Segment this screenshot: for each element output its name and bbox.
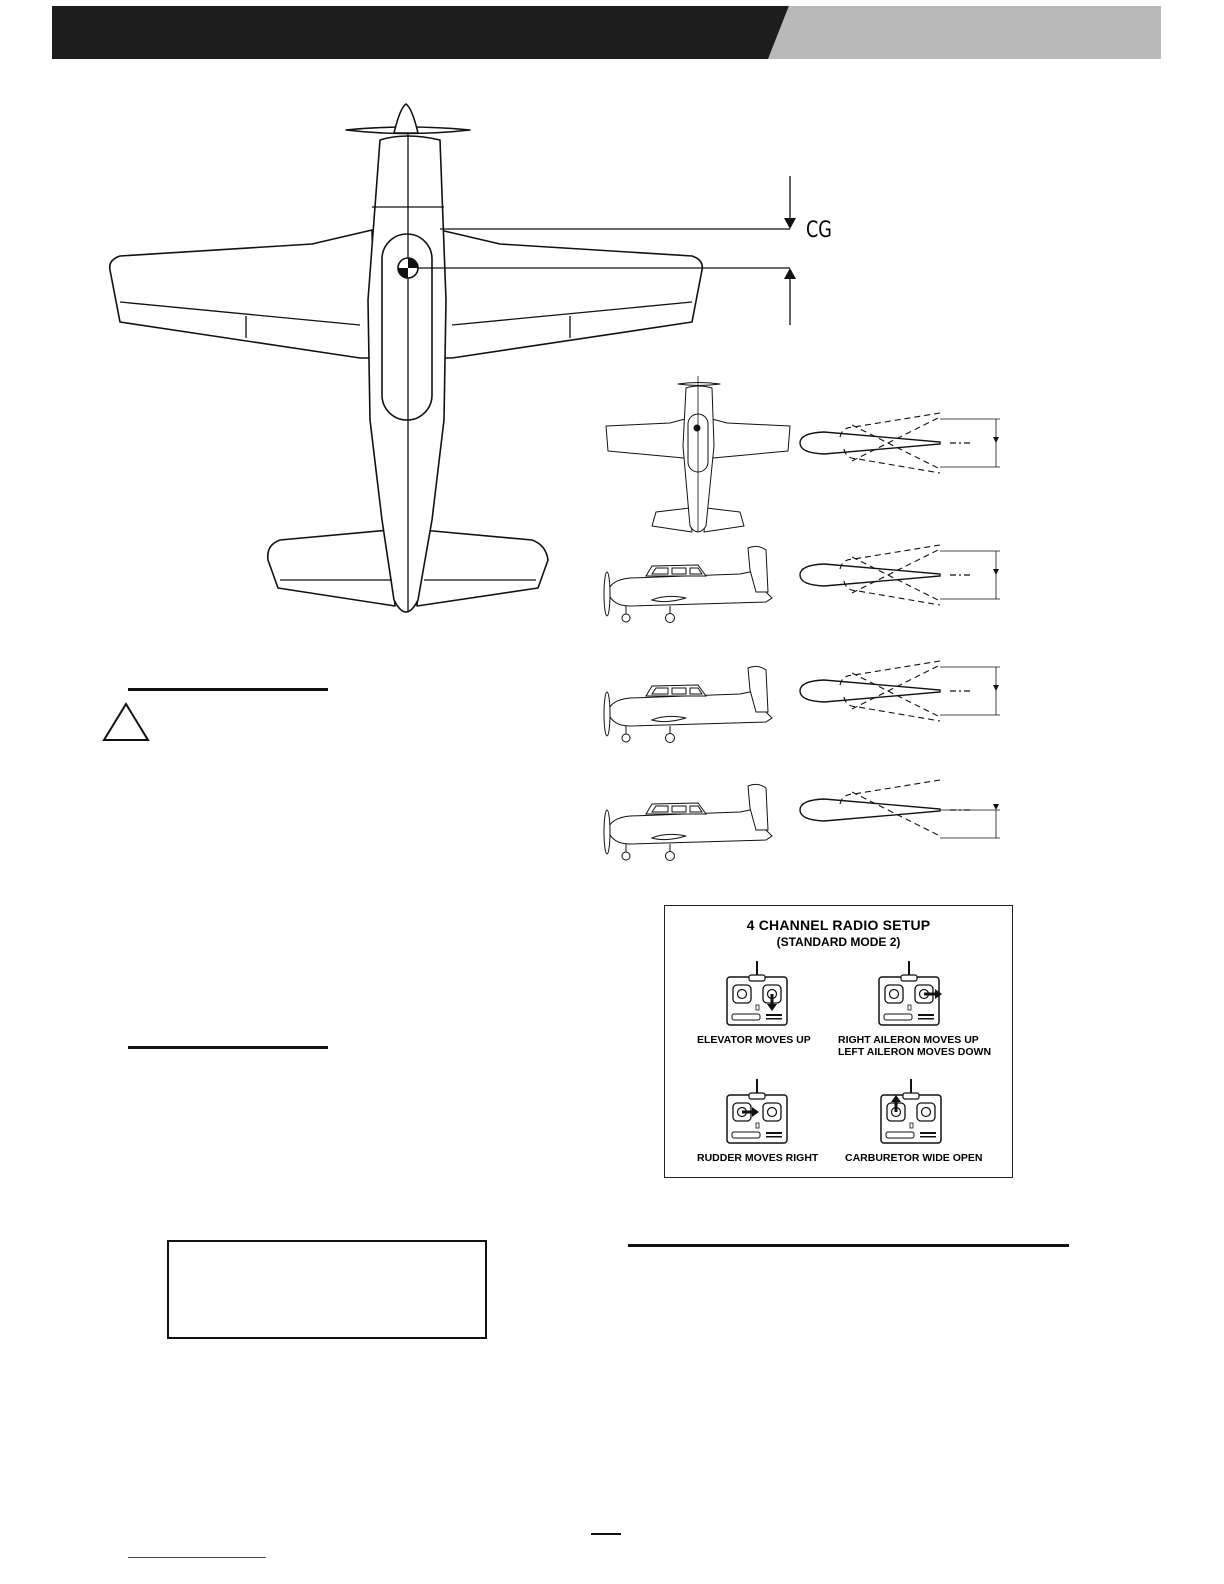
transmitter-icon: [727, 1079, 787, 1143]
cg-label: CG: [806, 218, 832, 243]
airfoil-deflection: [800, 545, 1000, 605]
radio-setup-title: 4 CHANNEL RADIO SETUP: [746, 917, 931, 933]
section-rule: [628, 1244, 1069, 1247]
warning-triangle-icon: [102, 702, 150, 742]
side-view-airplane: [604, 546, 772, 622]
section-rule: [128, 1046, 328, 1049]
section-rule: [128, 688, 328, 691]
transmitter-icon: [727, 961, 787, 1025]
footer-link-underline[interactable]: [128, 1557, 266, 1558]
side-view-airplane: [604, 784, 772, 860]
caption-right-aileron: RIGHT AILERON MOVES UP: [838, 1034, 979, 1046]
caption-left-aileron: LEFT AILERON MOVES DOWN: [838, 1046, 992, 1058]
airfoil-deflection: [800, 661, 1000, 721]
control-surface-diagrams: [590, 380, 1010, 870]
transmitter-icon: [879, 961, 942, 1025]
radio-setup-subtitle: (STANDARD MODE 2): [776, 935, 901, 949]
caption-rudder: RUDDER MOVES RIGHT: [697, 1152, 819, 1164]
caption-carburetor: CARBURETOR WIDE OPEN: [845, 1152, 983, 1164]
airfoil-deflection: [800, 780, 1000, 838]
side-view-airplane: [604, 666, 772, 742]
caption-elevator: ELEVATOR MOVES UP: [697, 1034, 811, 1046]
notice-box: [167, 1240, 487, 1339]
page-number-underline: [591, 1533, 621, 1535]
transmitter-icon: [881, 1079, 941, 1143]
airfoil-deflection: [800, 413, 1000, 473]
